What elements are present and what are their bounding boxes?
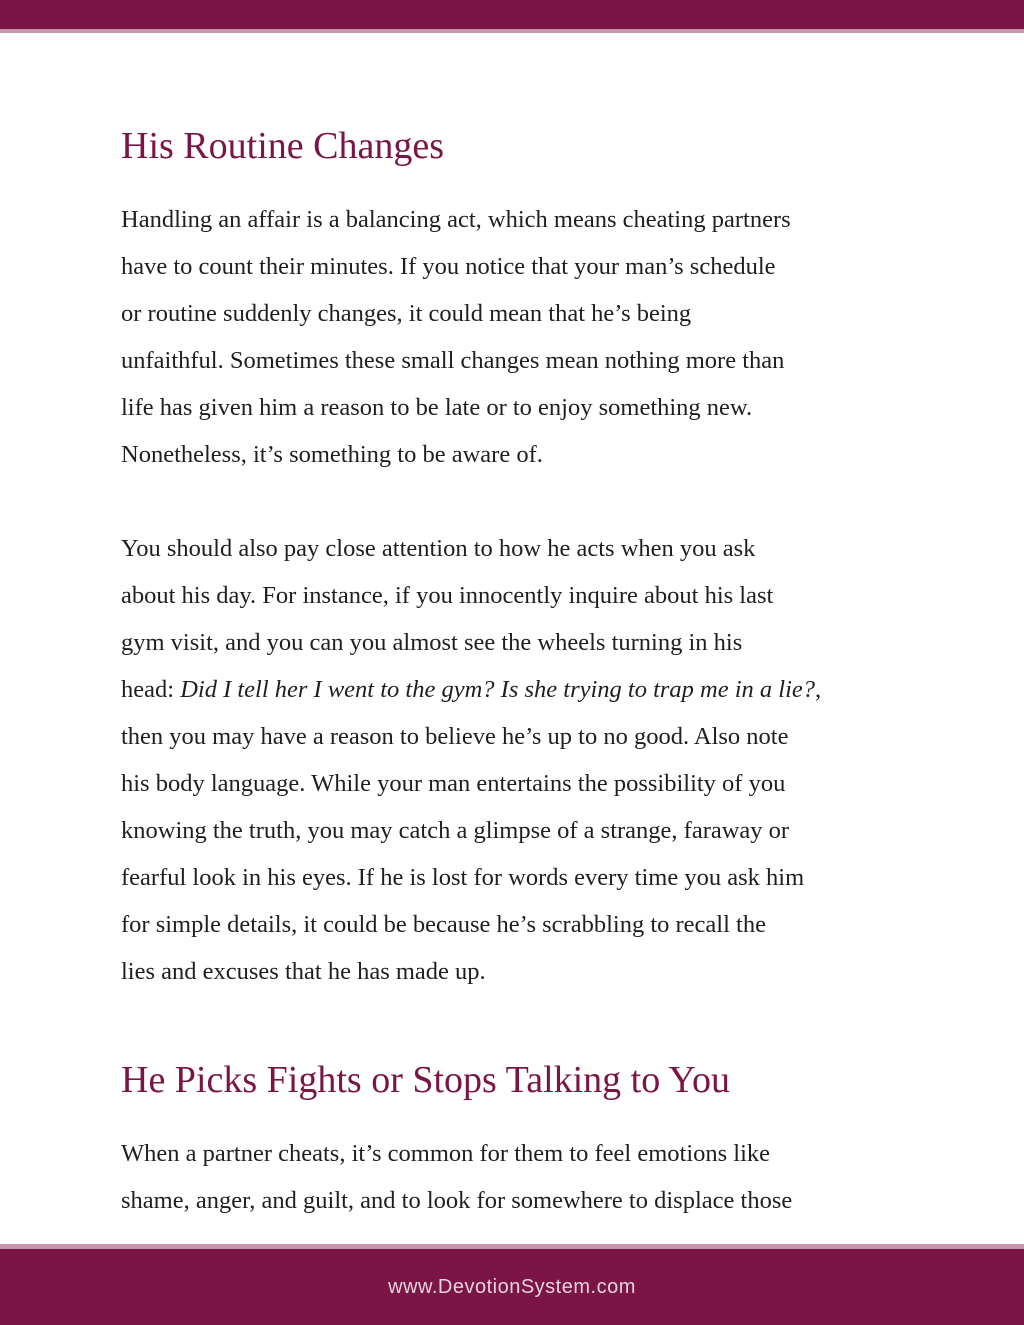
text-run: ,: [815, 676, 822, 703]
text-line: knowing the truth, you may catch a glimpse of a strange, faraway or: [121, 817, 790, 844]
text-line: have to count their minutes. If you notice that your man’s schedule: [121, 253, 776, 280]
text-line: Nonetheless, it’s something to be aware of.: [121, 441, 543, 468]
text-line: unfaithful. Sometimes these small changes mean nothing more than: [121, 347, 785, 374]
text-line: his body language. While your man entertains the possibility of you: [121, 770, 786, 797]
text-line: fearful look in his eyes. If he is lost for words every time you ask him: [121, 864, 805, 891]
text-line: gym visit, and you can you almost see the wheels turning in his: [121, 629, 743, 656]
page-content: [121, 118, 911, 1224]
header-stripe: [0, 29, 1024, 33]
footer-website-url: www.DevotionSystem.com: [388, 1276, 636, 1298]
header-band: [0, 0, 1024, 29]
section-heading-fights: He Picks Fights or Stops Talking to You: [121, 1059, 730, 1101]
text-line: or routine suddenly changes, it could mean that he’s being: [121, 300, 692, 327]
text-line: life has given him a reason to be late or to enjoy something new.: [121, 394, 753, 421]
text-line: for simple details, it could be because he’s scrabbling to recall the: [121, 911, 766, 938]
text-line: Handling an affair is a balancing act, which means cheating partners: [121, 206, 791, 233]
text-line: lies and excuses that he has made up.: [121, 958, 486, 985]
text-line: When a partner cheats, it’s common for them to feel emotions like: [121, 1140, 771, 1167]
paragraph: [121, 196, 911, 478]
section-heading-routine: His Routine Changes: [121, 125, 444, 167]
paragraph: [121, 1130, 911, 1224]
text-run: head:: [121, 676, 181, 703]
paragraph: [121, 525, 911, 995]
italic-quote: Did I tell her I went to the gym? Is she trying to trap me in a lie?: [180, 676, 816, 703]
text-line: about his day. For instance, if you innocently inquire about his last: [121, 582, 774, 609]
text-line-with-italic: [121, 666, 911, 713]
text-line: shame, anger, and guilt, and to look for somewhere to displace those: [121, 1187, 793, 1214]
text-line: You should also pay close attention to how he acts when you ask: [121, 535, 756, 562]
text-line: then you may have a reason to believe he’s up to no good. Also note: [121, 723, 789, 750]
